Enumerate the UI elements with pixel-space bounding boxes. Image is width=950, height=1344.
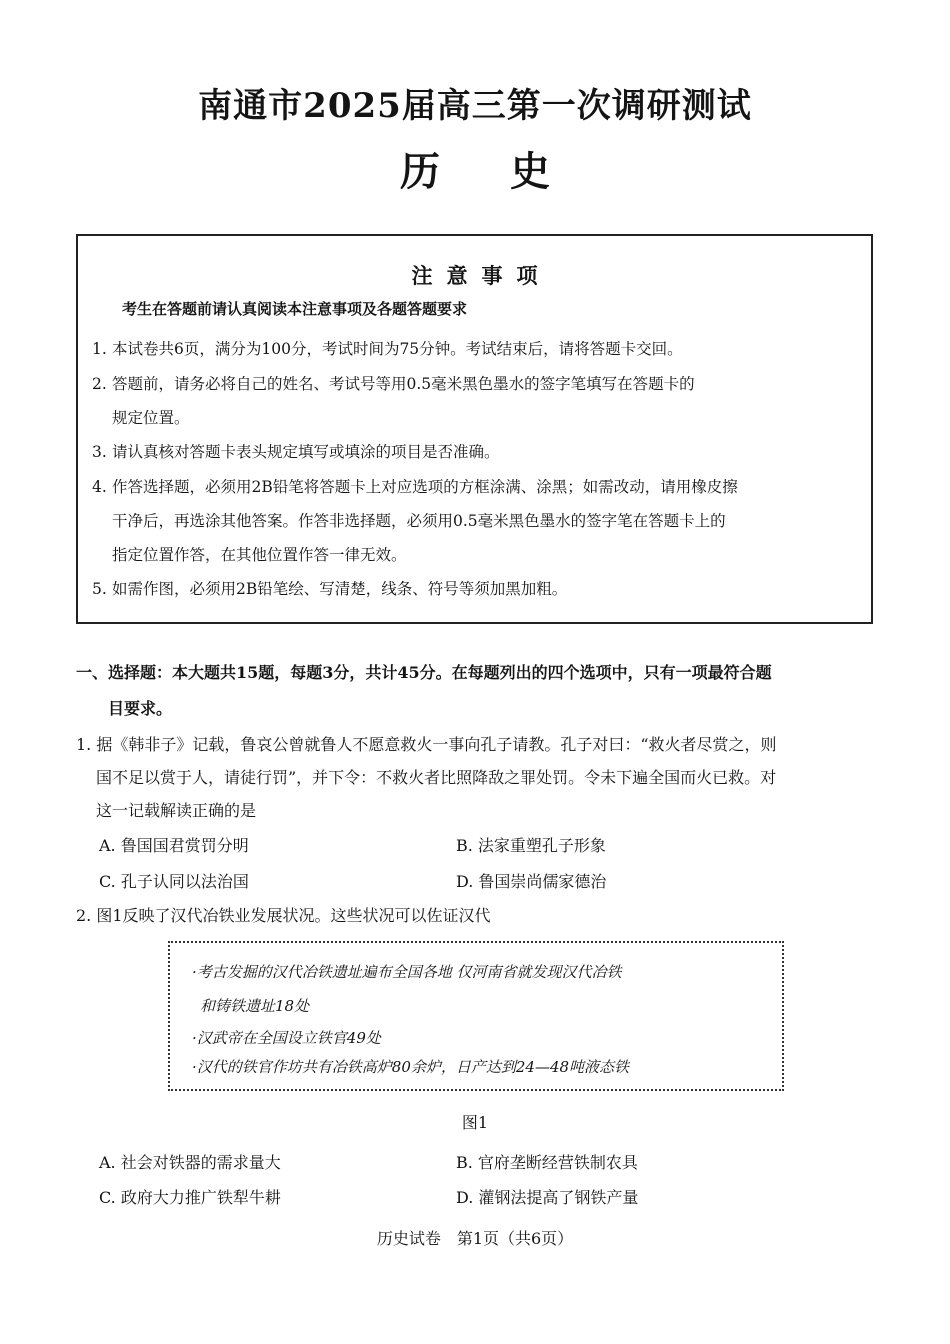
notice-item-num: 2. <box>92 375 107 393</box>
notice-item-text: 请认真核对答题卡表头规定填写或填涂的项目是否准确。 <box>112 443 500 461</box>
question-1-line: 这一记载解读正确的是 <box>96 801 257 820</box>
notice-item-text: 本试卷共6页，满分为100分，考试时间为75分钟。考试结束后，请将答题卡交回。 <box>112 340 683 358</box>
notice-item-4 <box>92 470 862 572</box>
notice-intro: 考生在答题前请认真阅读本注意事项及各题答题要求 <box>122 300 468 318</box>
q1-option-c: C. 孔子认同以法治国 <box>99 872 249 891</box>
figure-1-box <box>168 941 784 1091</box>
notice-item-text-cont: 指定位置作答，在其他位置作答一律无效。 <box>112 546 407 564</box>
section-heading-line: 目要求。 <box>108 699 173 718</box>
notice-item-text: 答题前，请务必将自己的姓名、考试号等用0.5毫米黑色墨水的签字笔填写在答题卡的 <box>112 375 695 393</box>
exam-title: 南通市2025届高三第一次调研测试 <box>198 86 752 126</box>
figure-1-line: ·汉武帝在全国设立铁官49处 <box>192 1029 381 1047</box>
question-1 <box>76 728 876 827</box>
notice-item-text: 如需作图，必须用2B铅笔绘、写清楚，线条、符号等须加黑加粗。 <box>112 580 568 598</box>
notice-item-5 <box>92 572 862 606</box>
q2-option-a: A. 社会对铁器的需求量大 <box>99 1153 281 1172</box>
notice-item-num: 4. <box>92 478 107 496</box>
notice-item-num: 3. <box>92 443 107 461</box>
notice-item-text-cont: 规定位置。 <box>112 409 190 427</box>
notice-item-num: 1. <box>92 340 107 358</box>
q1-option-b: B. 法家重塑孔子形象 <box>456 836 606 855</box>
notice-item-2 <box>92 367 862 435</box>
notice-box <box>76 234 873 624</box>
question-2-stem: 2. 图1反映了汉代冶铁业发展状况。这些状况可以佐证汉代 <box>76 906 491 925</box>
notice-item-3 <box>92 435 862 469</box>
figure-1-line: ·汉代的铁官作坊共有冶铁高炉80余炉，日产达到24—48吨液态铁 <box>192 1058 630 1076</box>
subject-title: 历史 <box>400 148 620 195</box>
q1-option-d: D. 鲁国崇尚儒家德治 <box>456 872 607 891</box>
notice-item-1 <box>92 332 862 366</box>
figure-1-line: ·考古发掘的汉代冶铁遗址遍布全国各地 仅河南省就发现汉代冶铁 <box>192 963 622 981</box>
question-1-line: 1. 据《韩非子》记载，鲁哀公曾就鲁人不愿意救火一事向孔子请教。孔子对曰：“救火者尽赏之，则 <box>76 735 777 754</box>
notice-heading: 注意事项 <box>411 263 552 288</box>
page-footer: 历史试卷 第1页（共6页） <box>376 1229 574 1248</box>
figure-1-caption: 图1 <box>461 1113 489 1132</box>
question-1-line: 国不足以赏于人，请徒行罚”，并下令：不救火者比照降敌之罪处罚。令未下遍全国而火已救。对 <box>96 768 777 787</box>
q2-option-d: D. 灌钢法提高了钢铁产量 <box>456 1188 639 1207</box>
q2-option-c: C. 政府大力推广铁犁牛耕 <box>99 1188 281 1207</box>
section-heading <box>76 655 876 727</box>
q2-option-b: B. 官府垄断经营铁制农具 <box>456 1153 638 1172</box>
notice-item-text-cont: 干净后，再选涂其他答案。作答非选择题，必须用0.5毫米黑色墨水的签字笔在答题卡上的 <box>112 512 726 530</box>
notice-item-text: 作答选择题，必须用2B铅笔将答题卡上对应选项的方框涂满、涂黑；如需改动，请用橡皮擦 <box>112 478 738 496</box>
q1-option-a: A. 鲁国国君赏罚分明 <box>99 836 249 855</box>
section-heading-line: 一、选择题：本大题共15题，每题3分，共计45分。在每题列出的四个选项中，只有一项最符合题 <box>76 663 772 682</box>
figure-1-line: 和铸铁遗址18处 <box>200 997 310 1015</box>
notice-item-num: 5. <box>92 580 107 598</box>
